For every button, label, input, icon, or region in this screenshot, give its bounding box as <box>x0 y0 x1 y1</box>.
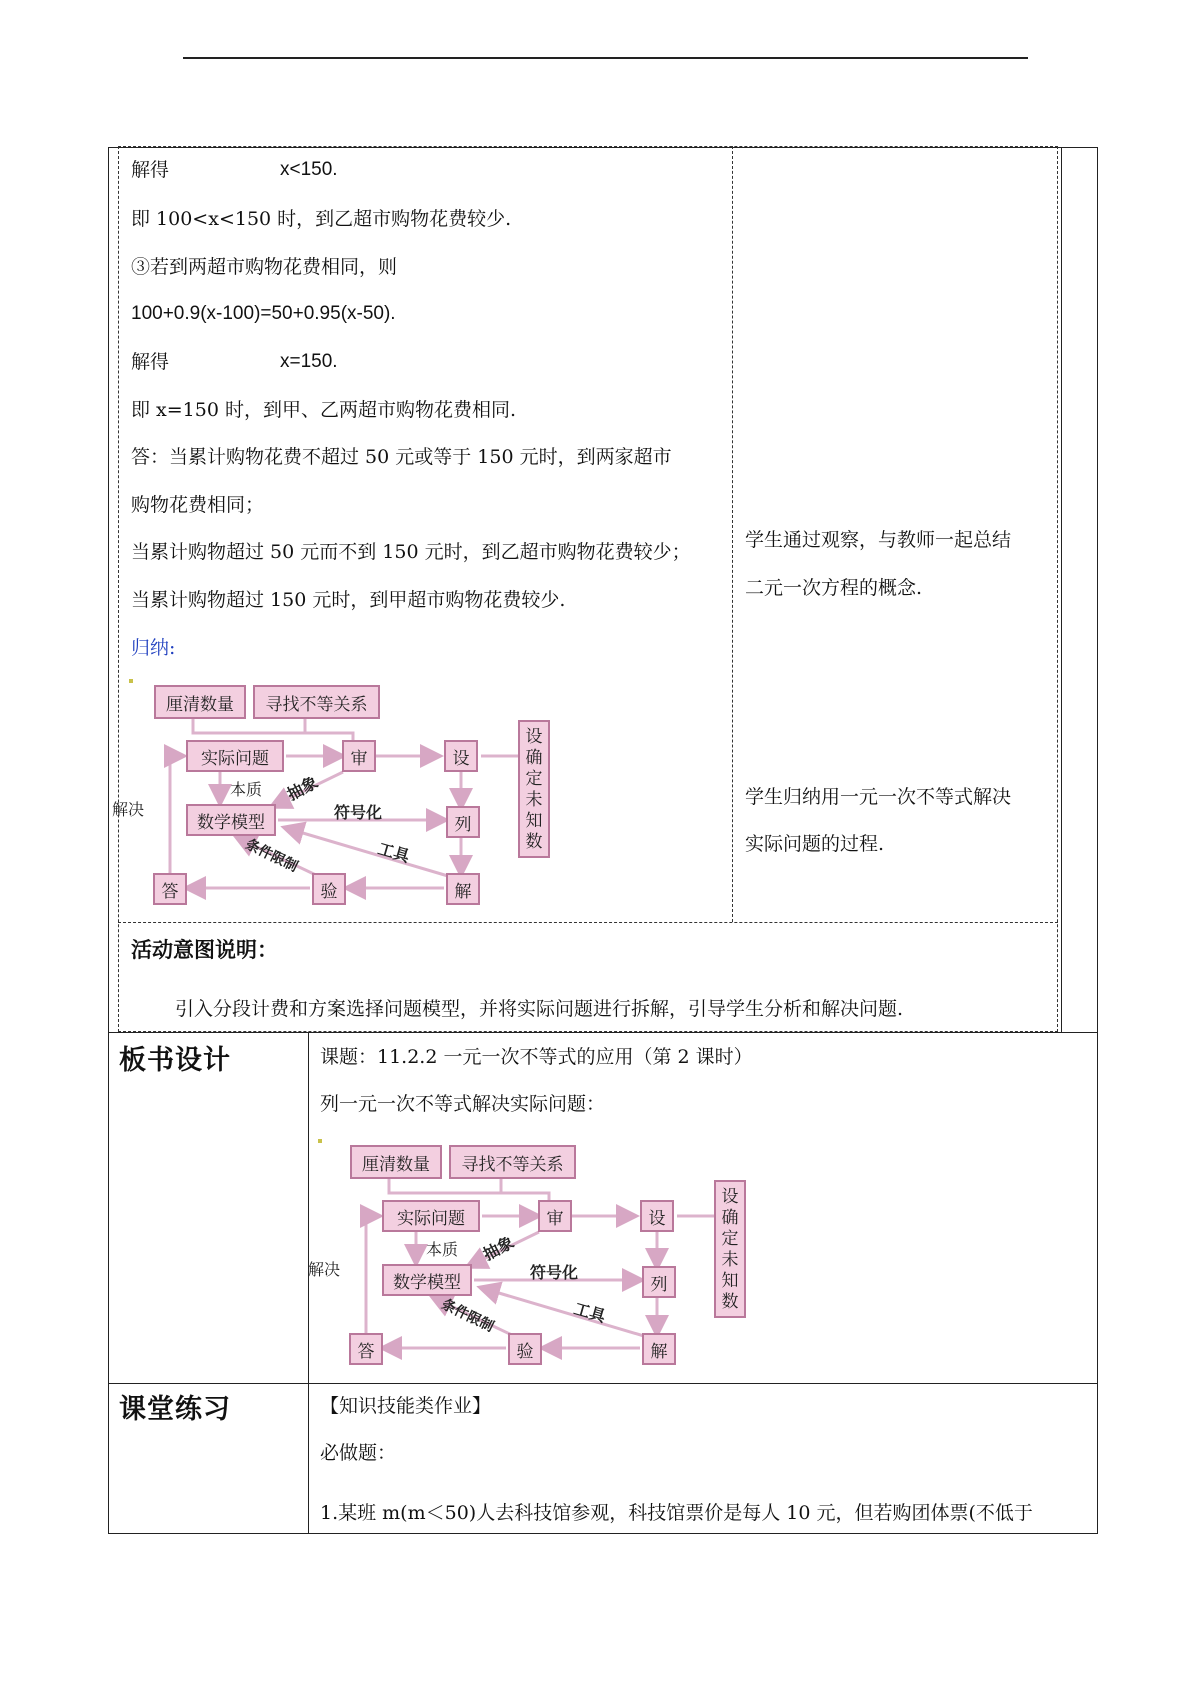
activity-column-divider <box>732 146 733 922</box>
assume-box: 设 <box>444 740 478 772</box>
board-subtitle: 列一元一次不等式解决实际问题： <box>320 1093 606 1115</box>
find-relation-box: 寻找不等关系 <box>253 685 380 719</box>
math-model-box: 数学模型 <box>186 804 276 836</box>
define-unknown-char: 设 <box>525 727 543 746</box>
row-divider <box>108 1032 1098 1033</box>
clarify-box: 厘清数量 <box>154 685 246 719</box>
verify-box: 验 <box>312 873 346 905</box>
board-label: 板书设计 <box>119 1045 231 1076</box>
essence-label: 本质 <box>230 782 263 799</box>
answer-box: 答 <box>349 1333 383 1365</box>
practice-label: 课堂练习 <box>119 1394 231 1425</box>
label-column-divider <box>308 1032 309 1534</box>
condition-label: 条件限制 <box>243 835 301 875</box>
equation-line: 100+0.9(x-100)=50+0.95(x-50). <box>131 303 396 324</box>
define-unknown-char: 确 <box>721 1208 739 1227</box>
arrow-line <box>389 1179 549 1202</box>
intent-title: 活动意图说明： <box>131 937 278 962</box>
student-note: 实际问题的过程. <box>745 833 885 855</box>
condition-label: 条件限制 <box>439 1295 497 1335</box>
abstract-label: 抽象 <box>480 1234 518 1265</box>
student-note: 学生通过观察，与教师一起总结 <box>745 529 1012 551</box>
resolve-label: 解决 <box>112 802 145 819</box>
answer-line: 当累计购物超过 50 元而不到 150 元时，到乙超市购物花费较少； <box>131 541 691 563</box>
assume-box: 设 <box>640 1200 674 1232</box>
arrow-line <box>366 1216 378 1334</box>
abstract-label: 抽象 <box>284 774 322 805</box>
solution-label: 解得 <box>131 159 170 181</box>
math-model-box: 数学模型 <box>382 1264 472 1296</box>
define-unknown-char: 知 <box>525 811 543 830</box>
define-unknown-char: 定 <box>721 1229 739 1248</box>
intent-text: 引入分段计费和方案选择问题模型，并将实际问题进行拆解，引导学生分析和解决问题. <box>175 998 904 1020</box>
define-unknown-box <box>518 720 550 858</box>
clarify-box: 厘清数量 <box>350 1145 442 1179</box>
problem-solving-diagram <box>308 1140 814 1385</box>
list-box: 列 <box>642 1266 676 1298</box>
practice-heading: 【知识技能类作业】 <box>320 1395 492 1417</box>
tool-label: 工具 <box>571 1300 608 1327</box>
symbolize-label: 符号化 <box>334 805 383 822</box>
solve-box: 解 <box>446 873 480 905</box>
define-unknown-char: 知 <box>721 1271 739 1290</box>
answer-box: 答 <box>153 873 187 905</box>
define-unknown-char: 未 <box>525 790 543 809</box>
answer-line: 当累计购物超过 150 元时，到甲超市购物花费较少. <box>131 589 566 611</box>
anchor-mark <box>129 679 133 683</box>
define-unknown-char: 数 <box>525 832 543 851</box>
solution-label: 解得 <box>131 351 170 373</box>
arrow-line <box>170 756 182 874</box>
student-note: 二元一次方程的概念. <box>745 577 923 599</box>
solve-box: 解 <box>642 1333 676 1365</box>
practice-required: 必做题： <box>320 1442 397 1464</box>
define-unknown-char: 设 <box>721 1187 739 1206</box>
activity-line: 即 100<x<150 时，到乙超市购物花费较少. <box>131 208 512 230</box>
arrow-line <box>482 1288 644 1336</box>
practice-question: 1.某班 m(m＜50)人去科技馆参观，科技馆票价是每人 10 元，但若购团体票(不低于 <box>320 1502 1033 1524</box>
review-box: 审 <box>342 740 376 772</box>
define-unknown-char: 定 <box>525 769 543 788</box>
answer-line: 答：当累计购物花费不超过 50 元或等于 150 元时，到两家超市 <box>131 446 672 468</box>
anchor-mark <box>318 1139 322 1143</box>
tool-label: 工具 <box>375 840 412 867</box>
review-box: 审 <box>538 1200 572 1232</box>
define-unknown-char: 确 <box>525 748 543 767</box>
arrow-line <box>286 828 448 876</box>
verify-box: 验 <box>508 1333 542 1365</box>
real-problem-box: 实际问题 <box>382 1200 480 1232</box>
activity-line: 即 x=150 时，到甲、乙两超市购物花费相同. <box>131 399 517 421</box>
summary-label: 归纳: <box>131 637 176 659</box>
arrow-line <box>193 719 353 742</box>
define-unknown-char: 未 <box>721 1250 739 1269</box>
board-title: 课题：11.2.2 一元一次不等式的应用（第 2 课时） <box>320 1046 753 1068</box>
solution-value: x=150. <box>280 351 338 372</box>
real-problem-box: 实际问题 <box>186 740 284 772</box>
find-relation-box: 寻找不等关系 <box>449 1145 576 1179</box>
define-unknown-char: 数 <box>721 1292 739 1311</box>
define-unknown-box <box>714 1180 746 1318</box>
list-box: 列 <box>446 806 480 838</box>
solution-value: x<150. <box>280 159 338 180</box>
activity-line: ③若到两超市购物花费相同，则 <box>131 256 398 278</box>
student-note: 学生归纳用一元一次不等式解决 <box>745 786 1012 808</box>
right-margin-column <box>1061 147 1062 1032</box>
answer-line: 购物花费相同； <box>131 494 265 516</box>
symbolize-label: 符号化 <box>530 1265 579 1282</box>
problem-solving-diagram <box>112 680 618 925</box>
header-rule <box>183 57 1028 59</box>
essence-label: 本质 <box>426 1242 459 1259</box>
resolve-label: 解决 <box>308 1262 341 1279</box>
